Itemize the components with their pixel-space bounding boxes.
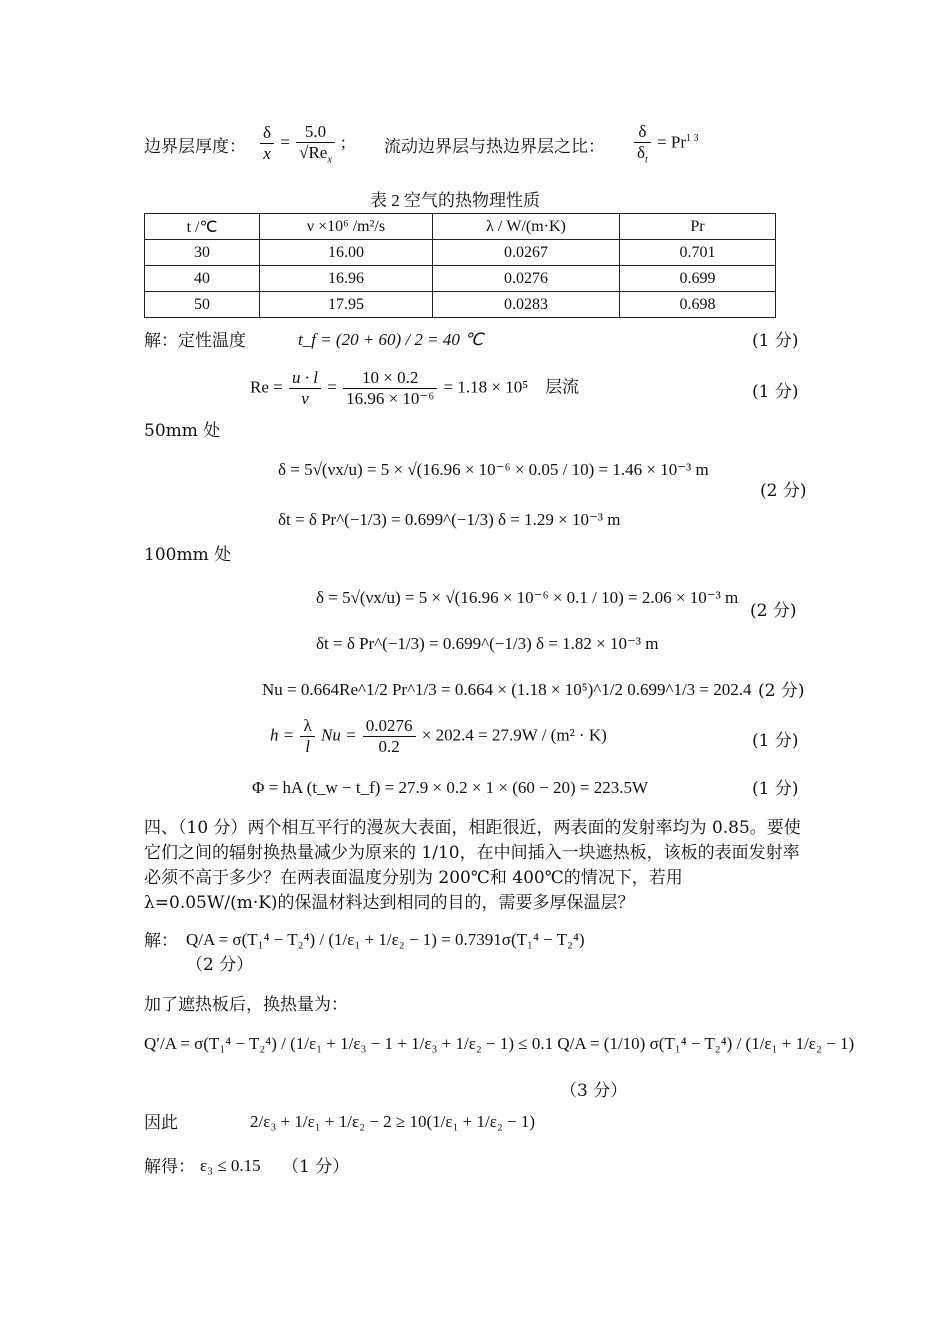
re-result: = 1.18 × 10⁵: [443, 377, 529, 397]
deltat1-equation: δt = δ Pr^(−1/3) = 0.699^(−1/3) δ = 1.29 × 10⁻³ m: [278, 510, 621, 529]
re-num1: u · l: [289, 368, 321, 389]
table-cell: 0.0283: [433, 292, 620, 318]
ratio-den-sub: t: [645, 154, 648, 166]
score-3: (2 分): [760, 481, 807, 501]
tf-equation: t_f = (20 + 60) / 2 = 40 ℃: [298, 330, 484, 349]
bl-rhs-num: 5.0: [296, 122, 335, 143]
table-row: [145, 240, 776, 266]
p4-after-label: 加了遮热板后，换热量为：: [144, 995, 348, 1015]
table-cell: 0.0267: [433, 240, 620, 266]
re-equation: Re = $\frac{u \cdot l}{\nu}$ = $\frac{10 \times 0.2}{\text{16.96 × 10⁻⁶}}$ = 1.18 × 10⁵ 层流: [250, 368, 580, 408]
re-lhs: Re =: [250, 377, 283, 397]
score-4: (2 分): [750, 601, 797, 621]
re-sub: x: [327, 154, 332, 166]
ratio-den-text: δ: [637, 143, 646, 162]
ratio-formula: [632, 122, 699, 165]
delta1-equation: δ = 5√(νx/u) = 5 × √(16.96 × 10⁻⁶ × 0.05 / 10) = 1.46 × 10⁻³ m: [278, 460, 709, 479]
header-pr: Pr: [620, 214, 776, 240]
bl-lhs-den: x: [263, 144, 271, 164]
h-den2: 0.2: [378, 737, 400, 756]
re-den2: 16.96 × 10⁻⁶: [346, 389, 435, 408]
header-lambda: λ / W/(m·K): [433, 214, 620, 240]
p4-result-label: 解得：: [144, 1157, 195, 1177]
table-row: [145, 266, 776, 292]
h-den: l: [305, 737, 310, 756]
re-num2: 10 × 0.2: [343, 368, 437, 389]
solution-label: 解：定性温度: [144, 331, 246, 351]
p4-eq2: Q′/A = σ(T₁⁴ − T₂⁴) / (1/ε₁ + 1/ε₃ − 1 + 1/ε₃ + 1/ε₂ − 1) ≤ 0.1 Q/A = (1/10) σ(T₁⁴ − T₂⁴) / (1/ε₁ + 1/ε₂ − 1): [144, 1034, 855, 1053]
table-header-row: [145, 214, 776, 240]
score-6: (1 分): [752, 731, 799, 751]
table-cell: 30: [145, 240, 260, 266]
header-nu: ν ×10⁶ /m²/s: [260, 214, 433, 240]
ratio-label: 流动边界层与热边界层之比：: [384, 137, 605, 157]
ratio-rhs: = Pr: [657, 132, 686, 152]
p4-eq3: 2/ε₃ + 1/ε₁ + 1/ε₂ − 2 ≥ 10(1/ε₁ + 1/ε₂ − 1): [250, 1112, 536, 1131]
table-cell: 16.00: [260, 240, 433, 266]
score-2: (1 分): [752, 382, 799, 402]
re-note: 层流: [545, 377, 580, 397]
p4-therefore-label: 因此: [144, 1113, 178, 1133]
deltat2-equation: δt = δ Pr^(−1/3) = 0.699^(−1/3) δ = 1.82 × 10⁻³ m: [316, 634, 659, 653]
re-text: Re: [308, 143, 328, 162]
h-num2: 0.0276: [363, 716, 416, 737]
ratio-den: [634, 143, 651, 165]
pos2-label: 100mm 处: [144, 545, 232, 565]
bl-lhs-num: δ: [260, 123, 274, 144]
p4-eq4: ε₃ ≤ 0.15: [200, 1156, 261, 1175]
ratio-num: δ: [634, 122, 651, 143]
table-cell: 0.0276: [433, 266, 620, 292]
table-cell: 16.96: [260, 266, 433, 292]
score-5: (2 分): [758, 681, 805, 701]
h-lhs: h =: [270, 725, 295, 745]
h-result: × 202.4 = 27.9W / (m² · K): [421, 725, 607, 745]
phi-equation: Φ = hA (t_w − t_f) = 27.9 × 0.2 × 1 × (60 − 20) = 223.5W: [252, 778, 649, 797]
bl-thickness-formula: $\frac{\delta}{x}$ = $\frac{5.0}{√Re_x}$ ;: [258, 122, 346, 165]
table-caption: 表 2 空气的热物理性质: [370, 191, 540, 210]
pos1-label: 50mm 处: [144, 421, 221, 441]
table-row: [145, 292, 776, 318]
table-cell: 0.698: [620, 292, 776, 318]
ratio-exp: 1 3: [686, 132, 699, 144]
table-cell: 0.701: [620, 240, 776, 266]
p4-score1: （2 分）: [186, 955, 254, 975]
table-cell: 50: [145, 292, 260, 318]
problem4-text: 四、（10 分）两个相互平行的漫灰大表面，相距很近，两表面的发射率均为 0.85。要使它们之间的辐射换热量减少为原来的 1/10，在中间插入一块遮热板，该板的表面发射率必须不高于多少？在两表面温度分别为 200℃和 400℃的情况下，若用 λ=0.05W/(m·K)的保温材料达到相同的目的，需要多厚保温层？: [144, 818, 801, 913]
h-num: λ: [300, 716, 314, 737]
table-cell: 17.95: [260, 292, 433, 318]
h-mid: Nu =: [320, 725, 357, 745]
bl-rhs-den: $√Re_x$: [299, 143, 332, 166]
air-properties-table: [144, 213, 776, 318]
p4-solution-label: 解：: [144, 931, 178, 951]
score-7: (1 分): [752, 779, 799, 799]
h-equation: [270, 716, 607, 757]
p4-score3: （1 分）: [282, 1157, 350, 1177]
p4-score2: （3 分）: [560, 1081, 628, 1101]
nu-equation: Nu = 0.664Re^1/2 Pr^1/3 = 0.664 × (1.18 × 10⁵)^1/2 0.699^1/3 = 202.4: [262, 680, 752, 699]
table-cell: 0.699: [620, 266, 776, 292]
p4-eq1: Q/A = σ(T₁⁴ − T₂⁴) / (1/ε₁ + 1/ε₂ − 1) = 0.7391σ(T₁⁴ − T₂⁴): [186, 930, 585, 949]
bl-label: 边界层厚度：: [144, 137, 246, 157]
score-1: (1 分): [752, 331, 799, 351]
header-t: t /℃: [145, 214, 260, 240]
delta2-equation: δ = 5√(νx/u) = 5 × √(16.96 × 10⁻⁶ × 0.1 / 10) = 2.06 × 10⁻³ m: [316, 588, 739, 607]
table-cell: 40: [145, 266, 260, 292]
re-den1: ν: [301, 389, 309, 408]
